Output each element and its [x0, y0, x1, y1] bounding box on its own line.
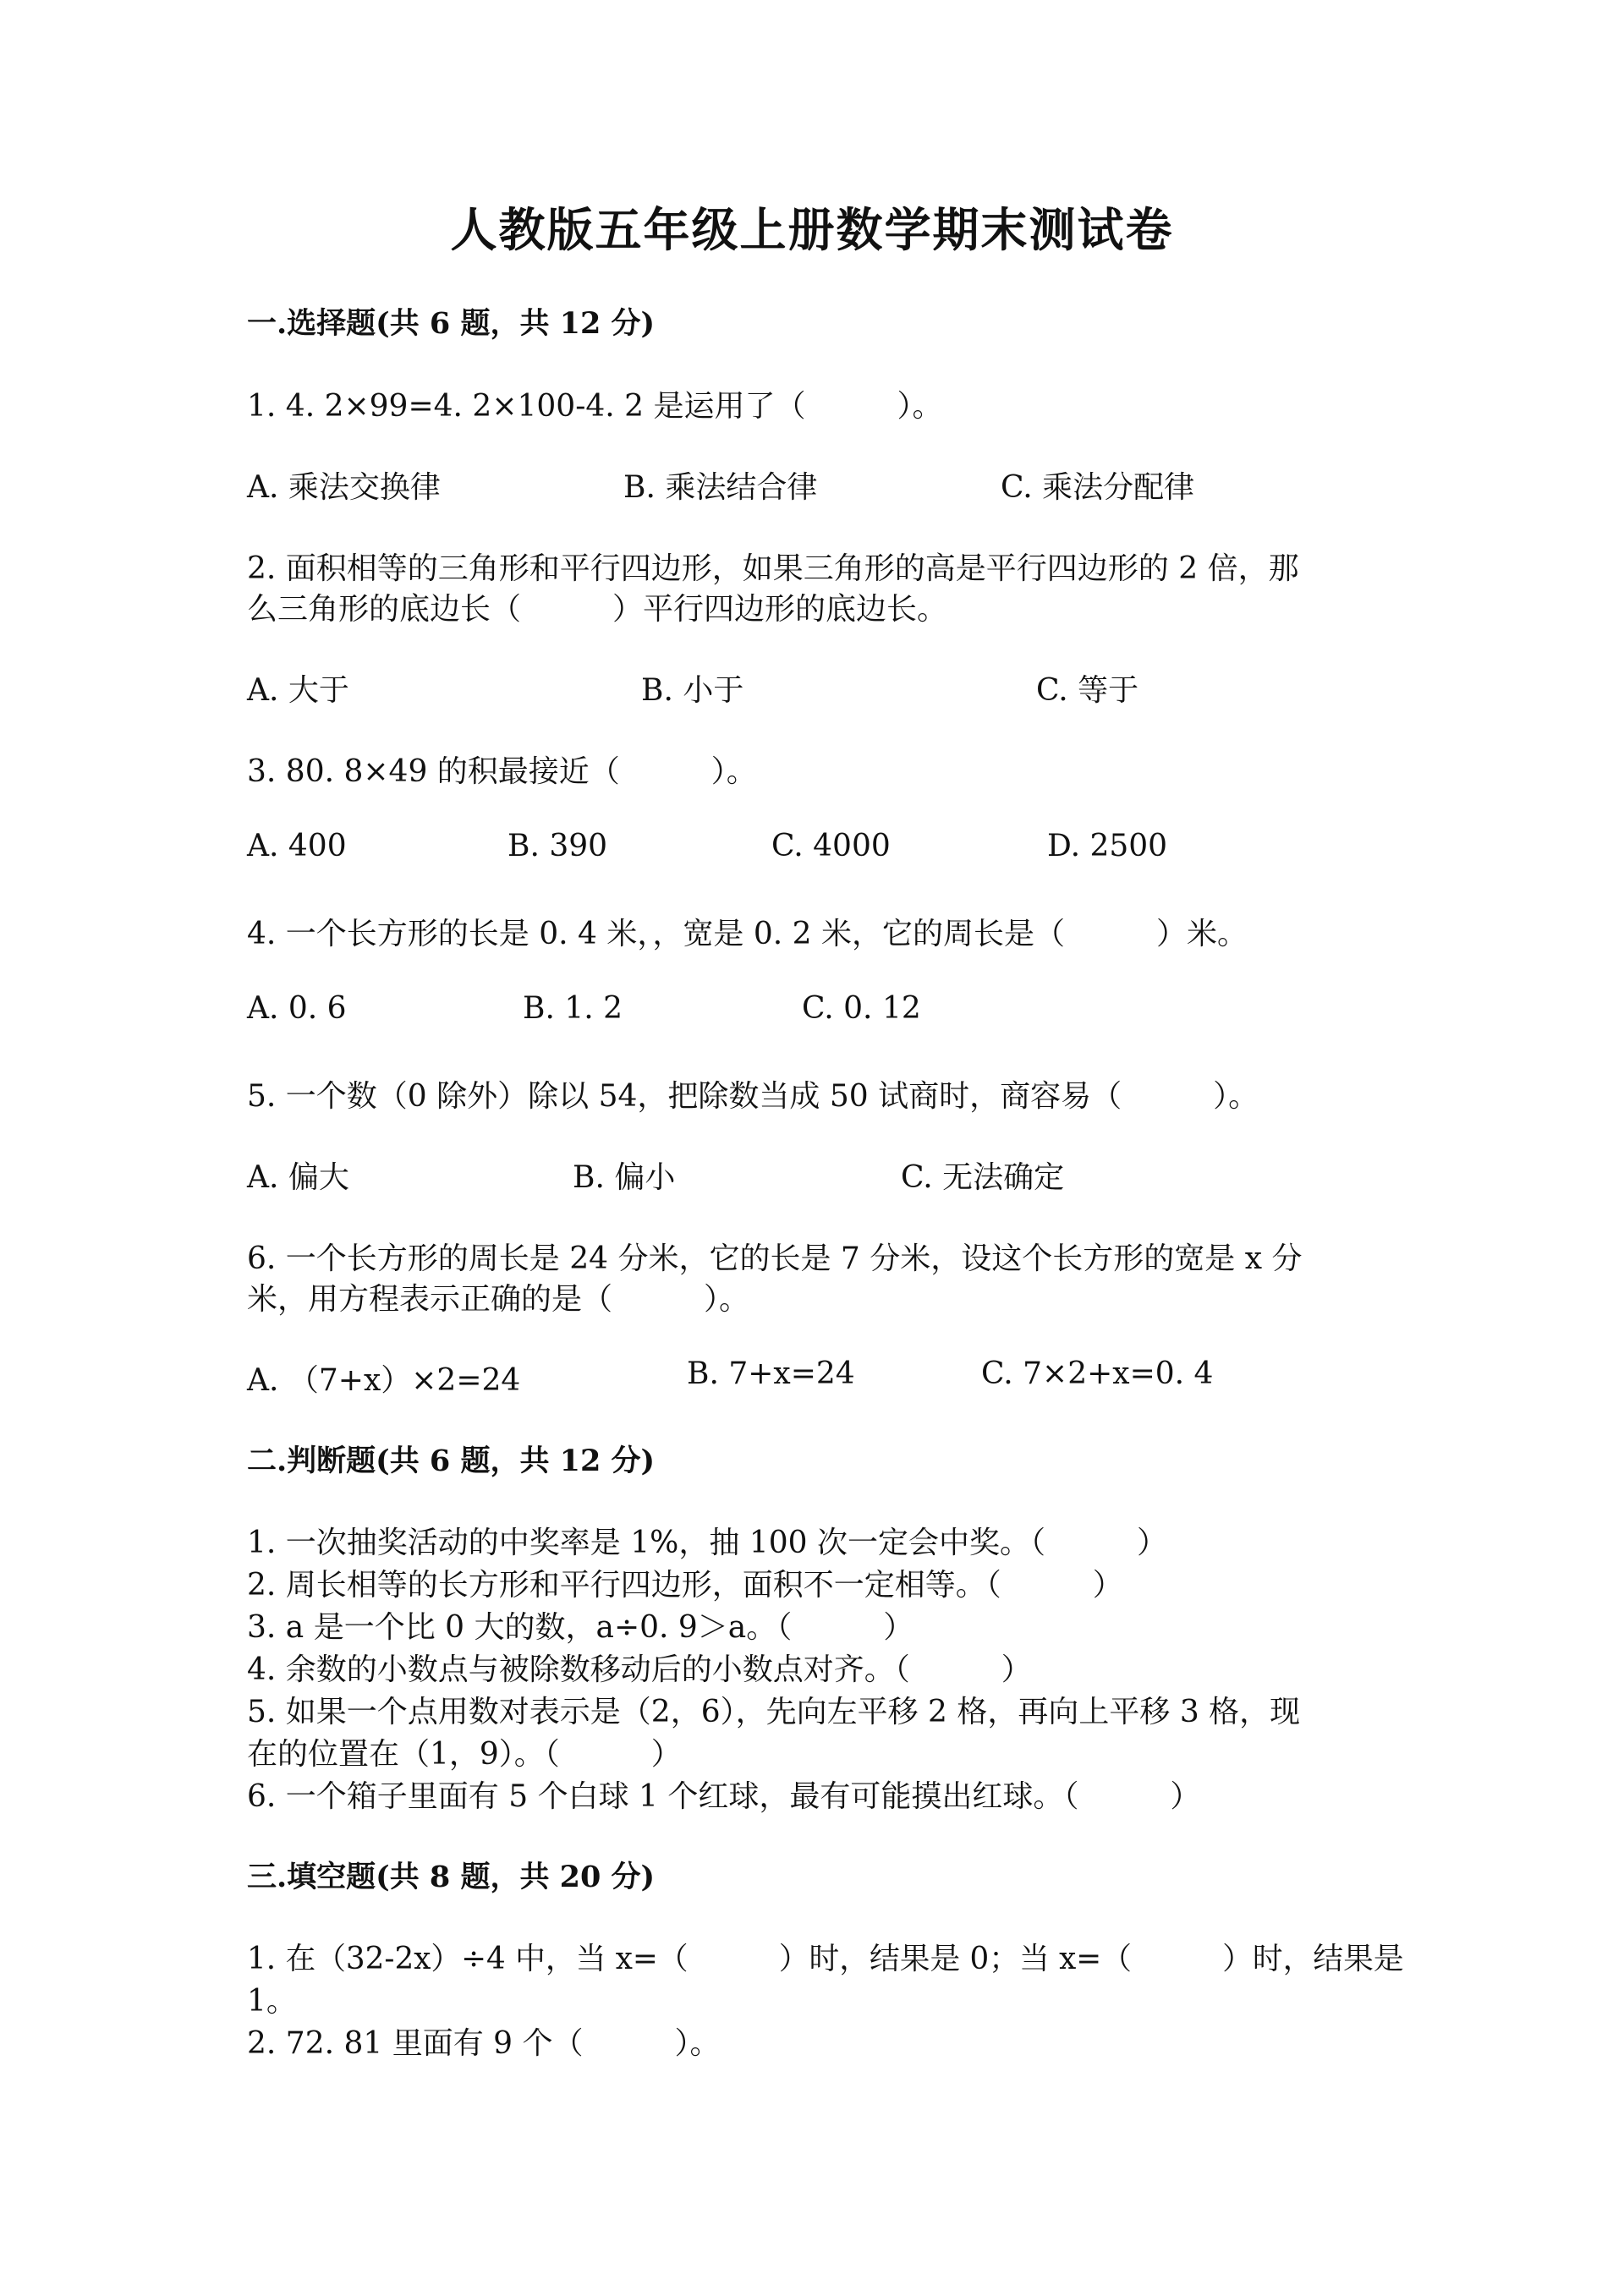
choice-q2-option-b: B. 小于 — [641, 673, 744, 708]
judge-q5-line2: 在的位置在（1，9）。（ ） — [247, 1737, 682, 1772]
choice-q2-option-c: C. 等于 — [1036, 673, 1139, 708]
choice-q5-option-a: A. 偏大 — [247, 1160, 349, 1195]
choice-q2-stem-line2: 么三角形的底边长（ ）平行四边形的底边长。 — [247, 592, 948, 627]
judge-q2: 2. 周长相等的长方形和平行四边形，面积不一定相等。（ ） — [247, 1568, 1123, 1603]
choice-q3-option-c: C. 4000 — [771, 829, 891, 863]
choice-q3-stem: 3. 80. 8×49 的积最接近（ ）。 — [247, 754, 757, 789]
fill-q2: 2. 72. 81 里面有 9 个（ ）。 — [247, 2026, 721, 2061]
choice-q3-option-d: D. 2500 — [1047, 829, 1168, 863]
page-title: 人教版五年级上册数学期末测试卷 — [450, 202, 1174, 257]
choice-q2-stem-line1: 2. 面积相等的三角形和平行四边形，如果三角形的高是平行四边形的 2 倍，那 — [247, 551, 1299, 586]
choice-q3-option-a: A. 400 — [247, 829, 347, 863]
choice-q4-option-b: B. 1. 2 — [523, 991, 623, 1026]
choice-q6-stem-line2: 米，用方程表示正确的是（ ）。 — [247, 1282, 750, 1317]
choice-q1-option-c: C. 乘法分配律 — [1001, 470, 1195, 505]
choice-q4-option-a: A. 0. 6 — [247, 991, 347, 1026]
choice-q6-option-a: A. （7+x）×2=24 — [247, 1363, 521, 1398]
choice-q1-option-a: A. 乘法交换律 — [247, 470, 441, 505]
choice-q1-stem: 1. 4. 2×99=4. 2×100-4. 2 是运用了（ ）。 — [247, 389, 943, 424]
choice-q6-stem-line1: 6. 一个长方形的周长是 24 分米，它的长是 7 分米，设这个长方形的宽是 x 分 — [247, 1241, 1303, 1276]
section-heading-choice: 一.选择题(共 6 题，共 12 分) — [247, 306, 656, 341]
judge-q6: 6. 一个箱子里面有 5 个白球 1 个红球，最有可能摸出红球。（ ） — [247, 1779, 1201, 1814]
fill-q1-line1: 1. 在（32-2x）÷4 中，当 x=（ ）时，结果是 0；当 x=（ ）时，结果是 — [247, 1942, 1404, 1976]
section-heading-fill: 三.填空题(共 8 题，共 20 分) — [247, 1860, 656, 1894]
judge-q1: 1. 一次抽奖活动的中奖率是 1%，抽 100 次一定会中奖。（ ） — [247, 1526, 1167, 1560]
choice-q6-option-c: C. 7×2+x=0. 4 — [981, 1356, 1214, 1391]
choice-q6-option-b: B. 7+x=24 — [687, 1356, 855, 1391]
choice-q4-option-c: C. 0. 12 — [802, 991, 921, 1026]
judge-q4: 4. 余数的小数点与被除数移动后的小数点对齐。（ ） — [247, 1652, 1032, 1687]
fill-q1-line2: 1。 — [247, 1984, 297, 2019]
judge-q3: 3. a 是一个比 0 大的数，a÷0. 9＞a。（ ） — [247, 1610, 914, 1645]
choice-q5-option-c: C. 无法确定 — [901, 1160, 1065, 1195]
choice-q4-stem: 4. 一个长方形的长是 0. 4 米，，宽是 0. 2 米，它的周长是（ ）米。 — [247, 917, 1248, 951]
choice-q2-option-a: A. 大于 — [247, 673, 349, 708]
choice-q5-option-b: B. 偏小 — [573, 1160, 676, 1195]
section-heading-judge: 二.判断题(共 6 题，共 12 分) — [247, 1444, 656, 1478]
choice-q1-option-b: B. 乘法结合律 — [623, 470, 818, 505]
choice-q5-stem: 5. 一个数（0 除外）除以 54，把除数当成 50 试商时，商容易（ ）。 — [247, 1079, 1259, 1114]
judge-q5-line1: 5. 如果一个点用数对表示是（2，6），先向左平移 2 格，再向上平移 3 格，现 — [247, 1695, 1301, 1729]
choice-q3-option-b: B. 390 — [508, 829, 608, 863]
